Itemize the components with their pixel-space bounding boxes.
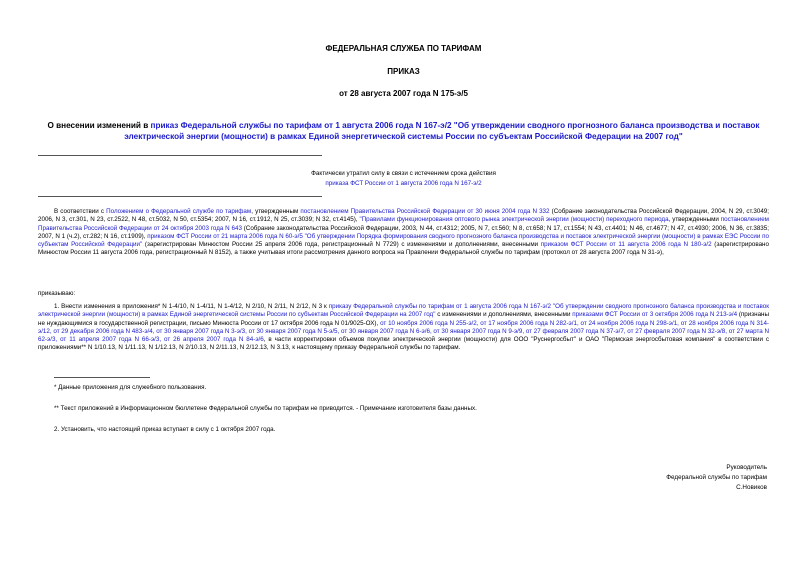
fst-order-60-link[interactable]: приказом ФСТ России от 21 марта 2006 года N 60-э/5 "Об утверждении Порядка формирования сводного прогнозного баланса производства и поставок электрической энергии (мощности) в рамках ЕЭС России по субъектам Российской Федерации": [38, 232, 769, 248]
wholesale-rules-link[interactable]: "Правилами функционирования оптового рынка электрической энергии (мощности) переходного периода: [359, 216, 669, 224]
divider: [38, 155, 322, 156]
gov-resolution-643-link[interactable]: постановлением Правительства Российской Федерации от 24 октября 2003 года N 643: [38, 216, 769, 232]
signer-org: Федеральной службы по тарифам: [666, 474, 767, 481]
doc-type-heading: ПРИКАЗ: [387, 67, 420, 76]
order-213-link[interactable]: приказами ФСТ России от 3 октября 2006 года N 213-э/4: [572, 311, 738, 319]
order-text: 1. Внести изменения в приложения* N 1-4/10, N 1-4/11, N 1-4/12, N 2/10, N 2/11, N 2/12, N 3 к: [54, 303, 329, 310]
agency-heading: ФЕДЕРАЛЬНАЯ СЛУЖБА ПО ТАРИФАМ: [325, 44, 482, 53]
status-link[interactable]: приказа ФСТ России от 1 августа 2006 года N 167-э/2: [325, 180, 482, 187]
title-text: О внесении изменений в: [47, 121, 151, 130]
order-item-2: 2. Установить, что настоящий приказ вступает в силу с 1 октября 2007 года.: [54, 426, 276, 433]
preamble-paragraph: [38, 208, 769, 258]
amending-orders-link[interactable]: от 10 ноября 2006 года N 255-э/2, от 17 ноября 2006 года N 282-э/1, от 24 ноября 2006 года N 298-э/1, от 28 ноября 2006 года N 314-э/12, от 29 декабря 2006 года N 483-э/4, от 30 января 2007 года N 3-э/3, от 30 января 2007 года N 5-э/5, от 30 января 2007 года N 6-э/6, от 30 января 2007 года N 9-э/9, от 27 февраля 2007 года N 37-э/7, от 27 февраля 2007 года N 32-э/8, от 27 марта N 62-э/3, от 11 апреля 2007 года N 66-э/3, от 26 апреля 2007 года N 84-э/6: [38, 319, 770, 343]
preamble-text: , утвержденными: [668, 216, 721, 224]
document-title: [38, 120, 769, 142]
signer-name: С.Новиков: [736, 484, 767, 491]
preamble-text: В соответствии с: [54, 208, 107, 215]
fst-regulation-link[interactable]: Положением о Федеральной службе по тарифам: [106, 208, 252, 215]
order-text: (признаны не нуждающимися в государственной регистрации, письмо Минюста России от 17 октября 2006 года N 01/9025-ОХ),: [38, 311, 770, 327]
fst-order-180-link[interactable]: приказом ФСТ России от 11 августа 2006 года N 180-э/2: [540, 241, 712, 248]
signer-role: Руководитель: [726, 464, 767, 471]
order-text: , в части корректировки объемов покупки электрической энергии (мощности) для ООО "Руснергосбыт" и ОАО "Пермская энергосбытовая компания" в соответствии с приложениями** N 1/10.13, N 1/11.13, N 1/12.13, N 2/10.13, N 2/11.13, N 2/12.13, N 3.13, к настоящему приказу Федеральной службы по тарифам.: [38, 336, 770, 352]
signature-block: [666, 463, 767, 493]
preamble-text: (Собрание законодательства Российской Федерации, 2004, N 29, ст.3049; 2006, N 3, ст.301, N 23, ст.2522, N 48, ст.5032, N 50, ст.5354; 2007, N 16, ст.1912, N 25, ст.3039; N 32, ст.4145),: [38, 208, 770, 224]
order-text: с изменениями и дополнениями, внесенными: [435, 311, 573, 319]
order-lead: приказываю:: [38, 290, 76, 297]
preamble-text: (зарегистрирован Минюстом России 25 апреля 2006 года, регистрационный N 7729) с изменениями и дополнениями, внесенными: [142, 241, 541, 248]
status-line: Фактически утратил силу в связи с истечением срока действия: [311, 170, 496, 177]
status-link-line: [0, 180, 807, 188]
divider: [38, 196, 322, 197]
date-number-heading: от 28 августа 2007 года N 175-э/5: [339, 89, 468, 98]
footnote-2: ** Текст приложений в Информационном бюллетене Федеральной службы по тарифам не приводится. - Примечание изготовителя базы данных.: [54, 405, 477, 412]
footnote-1: * Данные приложения для служебного пользования.: [54, 384, 207, 391]
title-link[interactable]: приказ Федеральной службы по тарифам от 1 августа 2006 года N 167-э/2 "Об утверждении сводного прогнозного баланса производства и поставок электрической энергии (мощности) в рамках Единой энергетической системы России по субъектам Российской Федерации на 2007 год": [124, 121, 760, 141]
order-item-1: [38, 303, 769, 353]
preamble-text: , утвержденным: [251, 208, 301, 215]
gov-resolution-332-link[interactable]: постановлением Правительства Российской Федерации от 30 июня 2004 года N 332: [300, 208, 550, 215]
preamble-text: (Собрание законодательства Российской Федерации, 2003, N 44, ст.4312; 2005, N 7, ст.560; N 8, ст.658; N 17, ст.1554; N 43, ст.4401; N 46, ст.4677; N 47, ст.4930; 2006, N 36, ст.3835; 2007, N 1 (ч.2), ст.282; N 16, ст.1909),: [38, 224, 769, 240]
footnote-divider: [54, 377, 150, 378]
order-167-link[interactable]: приказу Федеральной службы по тарифам от 1 августа 2006 года N 167-э/2 "Об утверждении сводного прогнозного баланса производства и поставок электрической энергии (мощности) в рамках Единой энергетической системы России по субъектам Российской Федерации на 2007 год": [38, 303, 769, 319]
preamble-text: (зарегистрировано Минюстом России 11 августа 2006 года, регистрационный N 8152), а также учитывая итоги рассмотрения данного вопроса на Правлении Федеральной службы по тарифам (протокол от 28 августа 2007 года N 31-э),: [38, 241, 769, 257]
